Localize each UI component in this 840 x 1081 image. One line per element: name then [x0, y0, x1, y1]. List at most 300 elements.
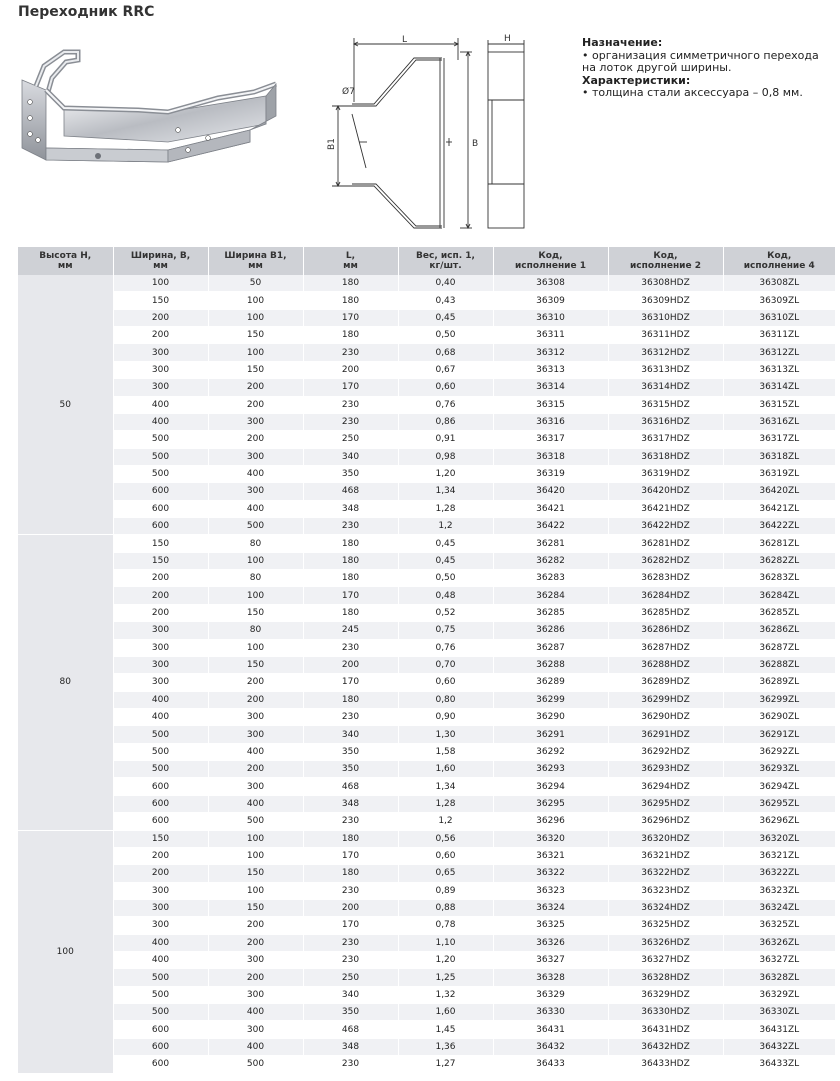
table-row: [18, 483, 835, 500]
table-cell: 350: [303, 465, 398, 482]
table-cell: 0,56: [398, 830, 493, 847]
table-cell: 0,65: [398, 865, 493, 882]
table-cell: 36286HDZ: [608, 622, 723, 639]
table-cell: 36288ZL: [723, 656, 835, 673]
table-cell: 1,2: [398, 813, 493, 830]
table-cell: 36321HDZ: [608, 847, 723, 864]
table-cell: 0,70: [398, 656, 493, 673]
table-cell: 36290: [493, 708, 608, 725]
table-cell: 468: [303, 483, 398, 500]
table-cell: 170: [303, 917, 398, 934]
table-cell: 348: [303, 500, 398, 517]
table-cell: 50: [208, 275, 303, 292]
table-cell: 36284ZL: [723, 587, 835, 604]
table-row: [18, 552, 835, 569]
table-cell: 36288: [493, 656, 608, 673]
table-cell: 100: [208, 847, 303, 864]
table-cell: 100: [208, 344, 303, 361]
table-cell: 36311HDZ: [608, 327, 723, 344]
purpose-line-2: на лоток другой ширины.: [582, 61, 732, 75]
table-row: [18, 604, 835, 621]
table-cell: 36330HDZ: [608, 1004, 723, 1021]
table-cell: 1,60: [398, 761, 493, 778]
table-cell: 300: [208, 1021, 303, 1038]
table-cell: 348: [303, 795, 398, 812]
table-row: [18, 413, 835, 430]
table-cell: 180: [303, 691, 398, 708]
table-cell: 0,75: [398, 622, 493, 639]
table-cell: 36295ZL: [723, 795, 835, 812]
table-cell: 36316ZL: [723, 413, 835, 430]
table-cell: 36319HDZ: [608, 465, 723, 482]
table-cell: 300: [208, 708, 303, 725]
table-cell: 468: [303, 778, 398, 795]
table-cell: 36319: [493, 465, 608, 482]
column-header-line: Код,: [653, 251, 678, 261]
product-info: [582, 37, 837, 100]
table-cell: 600: [113, 518, 208, 535]
table-cell: 1,25: [398, 969, 493, 986]
table-cell: 0,40: [398, 275, 493, 292]
table-cell: 36290HDZ: [608, 708, 723, 725]
table-cell: 36293ZL: [723, 761, 835, 778]
table-cell: 200: [303, 361, 398, 378]
table-cell: 1,28: [398, 500, 493, 517]
table-cell: 170: [303, 674, 398, 691]
table-cell: 36284: [493, 587, 608, 604]
table-cell: 36309: [493, 292, 608, 309]
table-cell: 36323ZL: [723, 882, 835, 899]
table-cell: 300: [113, 344, 208, 361]
table-cell: 500: [113, 986, 208, 1003]
table-cell: 150: [208, 327, 303, 344]
table-cell: 0,50: [398, 327, 493, 344]
table-row: [18, 778, 835, 795]
table-cell: 36290ZL: [723, 708, 835, 725]
table-cell: 36321: [493, 847, 608, 864]
table-cell: 250: [303, 969, 398, 986]
table-cell: 36323HDZ: [608, 882, 723, 899]
column-header-line: мм: [153, 261, 168, 271]
table-cell: 170: [303, 847, 398, 864]
spec-table: [18, 247, 835, 1074]
table-cell: 36432ZL: [723, 1038, 835, 1055]
table-cell: 0,68: [398, 344, 493, 361]
table-cell: 300: [113, 622, 208, 639]
table-cell: 250: [303, 431, 398, 448]
column-header: [608, 247, 723, 275]
table-cell: 36296HDZ: [608, 813, 723, 830]
table-cell: 80: [208, 535, 303, 552]
table-cell: 0,43: [398, 292, 493, 309]
table-cell: 1,20: [398, 952, 493, 969]
table-cell: 36282HDZ: [608, 552, 723, 569]
table-cell: 36311: [493, 327, 608, 344]
table-cell: 36283: [493, 570, 608, 587]
table-cell: 36325HDZ: [608, 917, 723, 934]
table-cell: 80: [208, 570, 303, 587]
table-row: [18, 535, 835, 552]
table-cell: 36320: [493, 830, 608, 847]
table-cell: 36316HDZ: [608, 413, 723, 430]
table-row: [18, 795, 835, 812]
table-cell: 0,80: [398, 691, 493, 708]
table-cell: 1,34: [398, 483, 493, 500]
table-cell: 36308: [493, 275, 608, 292]
table-row: [18, 465, 835, 482]
column-header: [113, 247, 208, 275]
table-cell: 180: [303, 865, 398, 882]
table-cell: 180: [303, 535, 398, 552]
table-cell: 150: [208, 604, 303, 621]
table-cell: 36284HDZ: [608, 587, 723, 604]
column-header-line: Код,: [538, 251, 563, 261]
table-cell: 36431: [493, 1021, 608, 1038]
table-cell: 1,32: [398, 986, 493, 1003]
table-cell: 0,45: [398, 535, 493, 552]
column-header-line: L,: [345, 251, 356, 261]
table-cell: 0,60: [398, 847, 493, 864]
table-cell: 36317HDZ: [608, 431, 723, 448]
table-cell: 36324HDZ: [608, 899, 723, 916]
table-cell: 150: [113, 535, 208, 552]
table-cell: 36309ZL: [723, 292, 835, 309]
technical-drawing: [322, 30, 532, 230]
table-cell: 1,30: [398, 726, 493, 743]
table-cell: 400: [208, 1004, 303, 1021]
table-row: [18, 761, 835, 778]
table-cell: 1,2: [398, 518, 493, 535]
table-cell: 36285: [493, 604, 608, 621]
table-cell: 36308ZL: [723, 275, 835, 292]
table-cell: 36281ZL: [723, 535, 835, 552]
table-cell: 36421: [493, 500, 608, 517]
table-cell: 300: [208, 448, 303, 465]
table-cell: 36422: [493, 518, 608, 535]
table-row: [18, 1038, 835, 1055]
table-row: [18, 830, 835, 847]
table-cell: 36319ZL: [723, 465, 835, 482]
table-cell: 36431HDZ: [608, 1021, 723, 1038]
table-cell: 36315: [493, 396, 608, 413]
table-cell: 400: [113, 413, 208, 430]
table-cell: 340: [303, 986, 398, 1003]
table-cell: 1,27: [398, 1056, 493, 1073]
table-cell: 36294: [493, 778, 608, 795]
column-header: [398, 247, 493, 275]
table-cell: 150: [208, 656, 303, 673]
column-header-line: мм: [57, 261, 73, 271]
table-cell: 0,88: [398, 899, 493, 916]
table-cell: 36286: [493, 622, 608, 639]
table-row: [18, 917, 835, 934]
column-header: [723, 247, 835, 275]
table-cell: 36324ZL: [723, 899, 835, 916]
table-row: [18, 570, 835, 587]
column-header-line: мм: [248, 261, 263, 271]
column-header: [208, 247, 303, 275]
table-cell: 600: [113, 778, 208, 795]
table-cell: 36330ZL: [723, 1004, 835, 1021]
table-cell: 350: [303, 1004, 398, 1021]
table-cell: 1,58: [398, 743, 493, 760]
table-cell: 36283HDZ: [608, 570, 723, 587]
table-cell: 36329ZL: [723, 986, 835, 1003]
dim-hole-label: Ø7: [342, 87, 355, 97]
table-cell: 36283ZL: [723, 570, 835, 587]
table-cell: 230: [303, 413, 398, 430]
table-cell: 300: [113, 674, 208, 691]
table-row: [18, 813, 835, 830]
table-cell: 500: [113, 761, 208, 778]
table-body: [18, 275, 835, 1073]
table-row: [18, 500, 835, 517]
table-row: [18, 969, 835, 986]
table-cell: 36317ZL: [723, 431, 835, 448]
table-cell: 36281: [493, 535, 608, 552]
table-cell: 1,28: [398, 795, 493, 812]
height-group-cell: 100: [18, 830, 113, 1073]
table-cell: 230: [303, 934, 398, 951]
table-cell: 36295: [493, 795, 608, 812]
table-cell: 36312HDZ: [608, 344, 723, 361]
table-row: [18, 639, 835, 656]
table-cell: 36323: [493, 882, 608, 899]
table-cell: 348: [303, 1038, 398, 1055]
table-cell: 230: [303, 1056, 398, 1073]
table-row: [18, 743, 835, 760]
table-cell: 36294HDZ: [608, 778, 723, 795]
table-cell: 36288HDZ: [608, 656, 723, 673]
table-cell: 36327ZL: [723, 952, 835, 969]
table-cell: 1,45: [398, 1021, 493, 1038]
table-cell: 1,10: [398, 934, 493, 951]
table-cell: 36292: [493, 743, 608, 760]
table-cell: 200: [208, 691, 303, 708]
table-cell: 1,20: [398, 465, 493, 482]
table-cell: 36291HDZ: [608, 726, 723, 743]
table-cell: 300: [113, 917, 208, 934]
table-cell: 0,76: [398, 396, 493, 413]
table-cell: 340: [303, 448, 398, 465]
table-cell: 600: [113, 1021, 208, 1038]
table-cell: 180: [303, 292, 398, 309]
table-cell: 300: [113, 379, 208, 396]
table-row: [18, 431, 835, 448]
table-cell: 36310: [493, 309, 608, 326]
table-cell: 0,86: [398, 413, 493, 430]
table-cell: 36285HDZ: [608, 604, 723, 621]
dim-B-label: B: [472, 139, 479, 149]
table-row: [18, 327, 835, 344]
table-cell: 500: [113, 431, 208, 448]
table-cell: 36289: [493, 674, 608, 691]
table-row: [18, 726, 835, 743]
table-cell: 36327HDZ: [608, 952, 723, 969]
table-cell: 0,91: [398, 431, 493, 448]
table-cell: 200: [303, 899, 398, 916]
table-cell: 36422HDZ: [608, 518, 723, 535]
table-cell: 36421ZL: [723, 500, 835, 517]
table-cell: 36285ZL: [723, 604, 835, 621]
table-cell: 36322HDZ: [608, 865, 723, 882]
table-row: [18, 691, 835, 708]
table-cell: 400: [113, 396, 208, 413]
table-cell: 36286ZL: [723, 622, 835, 639]
table-row: [18, 674, 835, 691]
table-cell: 36281HDZ: [608, 535, 723, 552]
table-cell: 36420ZL: [723, 483, 835, 500]
table-row: [18, 952, 835, 969]
table-cell: 300: [113, 656, 208, 673]
table-cell: 36314: [493, 379, 608, 396]
purpose-heading: Назначение:: [582, 36, 663, 49]
table-cell: 36299HDZ: [608, 691, 723, 708]
table-cell: 170: [303, 309, 398, 326]
table-cell: 500: [208, 518, 303, 535]
table-row: [18, 275, 835, 292]
table-cell: 36318ZL: [723, 448, 835, 465]
table-cell: 200: [208, 379, 303, 396]
table-cell: 0,89: [398, 882, 493, 899]
table-cell: 150: [113, 830, 208, 847]
table-cell: 36289ZL: [723, 674, 835, 691]
table-cell: 0,90: [398, 708, 493, 725]
table-cell: 400: [208, 1038, 303, 1055]
table-cell: 200: [208, 934, 303, 951]
column-header: [303, 247, 398, 275]
table-cell: 36431ZL: [723, 1021, 835, 1038]
table-cell: 36295HDZ: [608, 795, 723, 812]
table-row: [18, 292, 835, 309]
table-cell: 36308HDZ: [608, 275, 723, 292]
table-cell: 300: [208, 413, 303, 430]
table-cell: 36432HDZ: [608, 1038, 723, 1055]
table-cell: 36292ZL: [723, 743, 835, 760]
table-cell: 300: [208, 778, 303, 795]
height-group-cell: 50: [18, 275, 113, 535]
table-cell: 36318HDZ: [608, 448, 723, 465]
table-cell: 100: [208, 587, 303, 604]
table-cell: 36296ZL: [723, 813, 835, 830]
table-cell: 245: [303, 622, 398, 639]
table-cell: 468: [303, 1021, 398, 1038]
table-cell: 200: [113, 570, 208, 587]
table-cell: 0,98: [398, 448, 493, 465]
table-cell: 36299ZL: [723, 691, 835, 708]
table-row: [18, 587, 835, 604]
table-cell: 36292HDZ: [608, 743, 723, 760]
table-cell: 36326HDZ: [608, 934, 723, 951]
table-row: [18, 1004, 835, 1021]
table-cell: 400: [113, 708, 208, 725]
table-cell: 1,34: [398, 778, 493, 795]
table-cell: 150: [113, 292, 208, 309]
table-cell: 36311ZL: [723, 327, 835, 344]
table-cell: 200: [208, 917, 303, 934]
table-cell: 36287ZL: [723, 639, 835, 656]
table-cell: 100: [208, 552, 303, 569]
table-cell: 0,52: [398, 604, 493, 621]
table-cell: 500: [113, 448, 208, 465]
table-cell: 36421HDZ: [608, 500, 723, 517]
table-cell: 36313HDZ: [608, 361, 723, 378]
table-cell: 150: [208, 865, 303, 882]
table-cell: 500: [113, 465, 208, 482]
table-cell: 36314HDZ: [608, 379, 723, 396]
table-cell: 200: [113, 327, 208, 344]
table-cell: 36291: [493, 726, 608, 743]
table-cell: 500: [113, 1004, 208, 1021]
table-row: [18, 986, 835, 1003]
table-cell: 36313: [493, 361, 608, 378]
table-cell: 1,60: [398, 1004, 493, 1021]
purpose-line-1: • организация симметричного перехода: [582, 48, 819, 62]
table-cell: 0,45: [398, 552, 493, 569]
column-header-line: исполнение 2: [630, 261, 701, 271]
table-cell: 300: [113, 639, 208, 656]
table-cell: 0,50: [398, 570, 493, 587]
table-cell: 36329HDZ: [608, 986, 723, 1003]
table-row: [18, 899, 835, 916]
table-cell: 100: [208, 882, 303, 899]
column-header-line: Высота H,: [39, 251, 92, 261]
table-cell: 36328HDZ: [608, 969, 723, 986]
table-cell: 200: [208, 674, 303, 691]
column-header: [18, 247, 113, 275]
table-cell: 36322: [493, 865, 608, 882]
table-cell: 150: [208, 361, 303, 378]
column-header-line: Ширина B1,: [224, 251, 287, 261]
column-header-line: исполнение 1: [515, 261, 586, 271]
table-cell: 230: [303, 708, 398, 725]
table-cell: 36315ZL: [723, 396, 835, 413]
table-cell: 400: [208, 795, 303, 812]
table-cell: 150: [208, 899, 303, 916]
table-cell: 300: [208, 483, 303, 500]
table-cell: 36420HDZ: [608, 483, 723, 500]
table-row: [18, 344, 835, 361]
table-cell: 180: [303, 275, 398, 292]
table-cell: 200: [113, 587, 208, 604]
table-cell: 36315HDZ: [608, 396, 723, 413]
table-cell: 170: [303, 379, 398, 396]
table-cell: 0,45: [398, 309, 493, 326]
page-title: Переходник RRC: [18, 4, 155, 20]
table-cell: 200: [208, 396, 303, 413]
table-cell: 400: [208, 465, 303, 482]
table-cell: 100: [208, 830, 303, 847]
table-cell: 180: [303, 327, 398, 344]
table-cell: 36324: [493, 899, 608, 916]
table-cell: 36318: [493, 448, 608, 465]
table-cell: 150: [113, 552, 208, 569]
table-cell: 36325ZL: [723, 917, 835, 934]
table-cell: 400: [208, 743, 303, 760]
table-cell: 300: [113, 361, 208, 378]
table-cell: 36433ZL: [723, 1056, 835, 1073]
specs-line-1: • толщина стали аксессуара – 0,8 мм.: [582, 86, 803, 100]
height-group-cell: 80: [18, 535, 113, 830]
table-cell: 230: [303, 396, 398, 413]
column-header-line: мм: [343, 261, 358, 271]
table-cell: 36310ZL: [723, 309, 835, 326]
table-cell: 100: [208, 292, 303, 309]
table-cell: 600: [113, 1038, 208, 1055]
table-cell: 36320ZL: [723, 830, 835, 847]
table-cell: 400: [113, 952, 208, 969]
table-cell: 36321ZL: [723, 847, 835, 864]
